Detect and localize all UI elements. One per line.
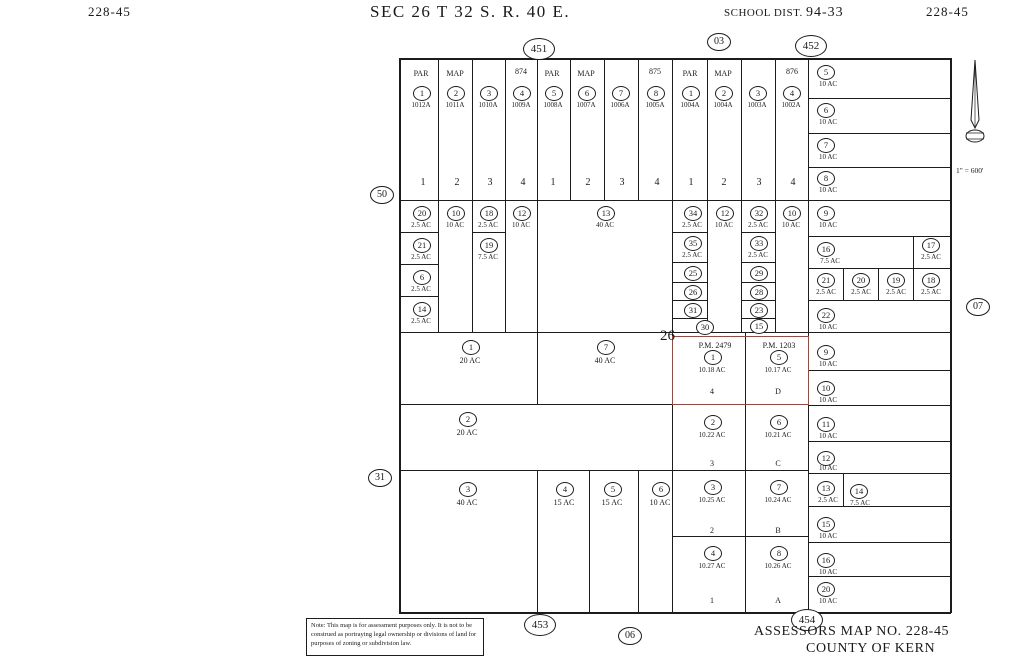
parcel-area: 2.5 AC	[921, 288, 941, 296]
parcel-number[interactable]: 18	[480, 206, 498, 221]
parcel-area: 7.5 AC	[820, 257, 840, 265]
parcel-area: 10 AC	[818, 464, 838, 472]
parcel-area: 7.5 AC	[478, 253, 498, 261]
col-line	[537, 200, 538, 332]
row-line	[808, 542, 950, 543]
parcel-sub: 1004A	[713, 101, 733, 109]
col-header: 876	[786, 67, 798, 76]
row-line	[399, 232, 438, 233]
section-number: 26	[660, 328, 675, 344]
row-line	[808, 370, 950, 371]
row-line	[672, 318, 707, 319]
lot-number: 2	[585, 177, 591, 188]
parcel-area: 2.5 AC	[411, 253, 431, 261]
sheet-453[interactable]: 453	[524, 614, 556, 636]
col-line	[638, 58, 639, 200]
col-line	[913, 268, 914, 300]
sheet-50[interactable]: 50	[370, 186, 394, 204]
lot-number: 1	[550, 177, 556, 188]
parcel-area: 10 AC	[649, 498, 671, 507]
parcel-area: 2.5 AC	[411, 317, 431, 325]
parcel-number[interactable]: 6	[652, 482, 670, 497]
parcel-number[interactable]: 13	[597, 206, 615, 221]
parcel-area: 2.5 AC	[478, 221, 498, 229]
parcel-number[interactable]: 10	[817, 381, 835, 396]
parcel-corner: 2	[710, 526, 714, 535]
lot-number: 1	[420, 177, 426, 188]
parcel-area: 10.18 AC	[698, 366, 726, 374]
parcel-number[interactable]: 6	[413, 270, 431, 285]
col-line	[537, 470, 538, 612]
col-line	[775, 58, 776, 200]
row-line	[808, 576, 950, 577]
parcel-area: 2.5 AC	[886, 288, 906, 296]
lot-number: 4	[654, 177, 660, 188]
col-header: PAR	[413, 69, 429, 78]
row-line	[808, 506, 950, 507]
header-left-code: 228-45	[88, 4, 131, 19]
row-line	[672, 232, 707, 233]
parcel-area: 2.5 AC	[851, 288, 871, 296]
parcel-number[interactable]: 16	[817, 553, 835, 568]
parcel-area: 20 AC	[459, 356, 481, 365]
parcel-number[interactable]: 8	[647, 86, 665, 101]
parcel-number[interactable]: 6	[578, 86, 596, 101]
row-line	[399, 404, 672, 405]
sheet-31[interactable]: 31	[368, 469, 392, 487]
col-header: 875	[649, 67, 661, 76]
parcel-area: 10 AC	[445, 221, 465, 229]
row-line	[808, 268, 950, 269]
col-header: MAP	[714, 69, 732, 78]
page-title: SEC 26 T 32 S. R. 40 E.	[370, 2, 571, 21]
row-line	[741, 300, 775, 301]
parcel-area: 10 AC	[818, 186, 838, 194]
parcel-number[interactable]: 13	[817, 481, 835, 496]
parcel-area: 40 AC	[456, 498, 478, 507]
parcel-sub: 1009A	[511, 101, 531, 109]
parcel-area: 10.17 AC	[764, 366, 792, 374]
parcel-number[interactable]: 7	[770, 480, 788, 495]
parcel-number[interactable]: 5	[604, 482, 622, 497]
parcel-number[interactable]: 22	[817, 308, 835, 323]
col-header: 874	[515, 67, 527, 76]
col-line	[843, 268, 844, 300]
parcel-area: 10 AC	[818, 80, 838, 88]
row-line	[808, 167, 950, 168]
lot-number: 1	[688, 177, 694, 188]
map-note: Note: This map is for assessment purposes only. It is not to be construed as portraying legal ownership or divisions of land for purposes of zoning or subdivision law.	[306, 618, 484, 656]
parcel-sub: 1006A	[610, 101, 630, 109]
parcel-area: 10 AC	[818, 153, 838, 161]
parcel-number[interactable]: 20	[817, 582, 835, 597]
parcel-number[interactable]: 4	[513, 86, 531, 101]
border-right	[950, 58, 952, 613]
parcel-number[interactable]: 3	[459, 482, 477, 497]
parcel-corner: 1	[710, 596, 714, 605]
parcel-number[interactable]: 15	[750, 319, 768, 334]
lot-number: 4	[520, 177, 526, 188]
row-line	[808, 405, 950, 406]
row-line	[808, 200, 950, 201]
parcel-sub: 1010A	[478, 101, 498, 109]
parcel-number[interactable]: 29	[750, 266, 768, 281]
col-line	[438, 58, 439, 200]
pm-highlight-bottom	[672, 404, 809, 405]
parcel-number[interactable]: 20	[413, 206, 431, 221]
parcel-number[interactable]: 7	[817, 138, 835, 153]
parcel-area: 10.25 AC	[698, 496, 726, 504]
parcel-area: 2.5 AC	[816, 288, 836, 296]
parcel-area: 2.5 AC	[748, 251, 768, 259]
parcel-map-label: P.M. 2479	[698, 341, 732, 350]
row-line	[808, 441, 950, 442]
parcel-number[interactable]: 19	[480, 238, 498, 253]
parcel-area: 10.22 AC	[698, 431, 726, 439]
parcel-number[interactable]: 7	[612, 86, 630, 101]
pm-highlight-top	[672, 336, 809, 337]
row-line	[399, 296, 438, 297]
parcel-area: 10.24 AC	[764, 496, 792, 504]
parcel-area: 2.5 AC	[818, 496, 838, 504]
col-line	[505, 200, 506, 332]
row-line	[472, 232, 505, 233]
parcel-number[interactable]: 12	[513, 206, 531, 221]
col-line	[741, 58, 742, 200]
north-arrow-icon	[958, 58, 992, 158]
border-left	[399, 58, 401, 613]
parcel-number[interactable]: 3	[480, 86, 498, 101]
parcel-sub: 1008A	[543, 101, 563, 109]
parcel-number[interactable]: 1	[682, 86, 700, 101]
col-line	[472, 58, 473, 200]
parcel-area: 10 AC	[714, 221, 734, 229]
parcel-area: 10 AC	[818, 597, 838, 605]
parcel-map-label: P.M. 1203	[762, 341, 796, 350]
parcel-sub: 1012A	[411, 101, 431, 109]
header-right-code: 228-45	[926, 4, 969, 19]
row-line	[808, 133, 950, 134]
row-line	[672, 300, 707, 301]
parcel-number[interactable]: 12	[716, 206, 734, 221]
parcel-area: 10 AC	[818, 118, 838, 126]
col-line	[638, 470, 639, 612]
parcel-sub: 1005A	[645, 101, 665, 109]
col-line	[438, 200, 439, 332]
col-line-right	[808, 58, 809, 612]
parcel-sub: 1004A	[680, 101, 700, 109]
parcel-area: 10.21 AC	[764, 431, 792, 439]
lot-number: 2	[721, 177, 727, 188]
sheet-454[interactable]: 454	[791, 609, 823, 631]
parcel-number[interactable]: 17	[922, 238, 940, 253]
col-line	[707, 200, 708, 332]
parcel-number[interactable]: 35	[684, 236, 702, 251]
pm-highlight-left	[672, 336, 673, 405]
parcel-area: 10 AC	[818, 568, 838, 576]
parcel-number[interactable]: 21	[817, 273, 835, 288]
row-line	[741, 282, 775, 283]
col-line	[537, 58, 538, 200]
map-scale: 1" = 600'	[956, 166, 984, 175]
col-header: MAP	[446, 69, 464, 78]
lot-number: 2	[454, 177, 460, 188]
col-line	[913, 236, 914, 268]
parcel-number[interactable]: 2	[704, 415, 722, 430]
parcel-number[interactable]: 3	[749, 86, 767, 101]
col-line	[878, 268, 879, 300]
sheet-06[interactable]: 06	[618, 627, 642, 645]
parcel-number[interactable]: 14	[850, 484, 868, 499]
row-line	[672, 262, 707, 263]
parcel-number[interactable]: 3	[704, 480, 722, 495]
row-line	[741, 262, 775, 263]
col-header: PAR	[682, 69, 698, 78]
row-line	[808, 98, 950, 99]
parcel-corner: C	[775, 459, 781, 468]
parcel-corner: A	[775, 596, 781, 605]
parcel-number[interactable]: 5	[770, 350, 788, 365]
county-title: COUNTY OF KERN	[806, 641, 936, 656]
parcel-area: 2.5 AC	[921, 253, 941, 261]
school-district-label: SCHOOL DIST.	[724, 7, 803, 19]
col-line	[745, 332, 746, 612]
parcel-number[interactable]: 2	[715, 86, 733, 101]
parcel-area: 7.5 AC	[850, 499, 870, 507]
parcel-number[interactable]: 10	[783, 206, 801, 221]
row-line	[672, 536, 808, 537]
parcel-number[interactable]: 2	[459, 412, 477, 427]
parcel-number[interactable]: 8	[817, 171, 835, 186]
parcel-number[interactable]: 4	[556, 482, 574, 497]
parcel-area: 15 AC	[553, 498, 575, 507]
parcel-number[interactable]: 30	[696, 320, 714, 335]
row-line	[672, 470, 808, 471]
sheet-07[interactable]: 07	[966, 298, 990, 316]
col-line	[775, 200, 776, 332]
parcel-area: 10 AC	[818, 323, 838, 331]
border-bottom	[399, 612, 951, 614]
parcel-number[interactable]: 31	[684, 303, 702, 318]
school-district-value: 94-33	[805, 5, 844, 20]
parcel-number[interactable]: 12	[817, 451, 835, 466]
col-line	[537, 332, 538, 404]
lot-number: 3	[756, 177, 762, 188]
parcel-number[interactable]: 34	[684, 206, 702, 221]
parcel-number[interactable]: 2	[447, 86, 465, 101]
parcel-area: 2.5 AC	[748, 221, 768, 229]
col-header: MAP	[577, 69, 595, 78]
col-line	[570, 58, 571, 200]
parcel-number[interactable]: 9	[817, 206, 835, 221]
col-line	[843, 473, 844, 506]
parcel-number[interactable]: 23	[750, 303, 768, 318]
parcel-sub: 1003A	[747, 101, 767, 109]
parcel-number[interactable]: 9	[817, 345, 835, 360]
row-line	[399, 264, 438, 265]
col-header: PAR	[544, 69, 560, 78]
school-district	[724, 5, 844, 21]
parcel-number[interactable]: 6	[817, 103, 835, 118]
parcel-number[interactable]: 20	[852, 273, 870, 288]
parcel-number[interactable]: 32	[750, 206, 768, 221]
parcel-number[interactable]: 25	[684, 266, 702, 281]
sheet-03[interactable]: 03	[707, 33, 731, 51]
parcel-number[interactable]: 4	[783, 86, 801, 101]
pm-highlight-right	[808, 336, 809, 405]
parcel-area: 10 AC	[818, 221, 838, 229]
parcel-area: 10 AC	[511, 221, 531, 229]
parcel-number[interactable]: 1	[704, 350, 722, 365]
parcel-number[interactable]: 6	[770, 415, 788, 430]
parcel-number[interactable]: 10	[447, 206, 465, 221]
parcel-number[interactable]: 11	[817, 417, 835, 432]
col-line	[604, 58, 605, 200]
parcel-area: 40 AC	[595, 221, 615, 229]
parcel-sub: 1007A	[576, 101, 596, 109]
parcel-number[interactable]: 26	[684, 285, 702, 300]
col-line	[505, 58, 506, 200]
row-line	[399, 470, 672, 471]
parcel-area: 2.5 AC	[682, 251, 702, 259]
parcel-number[interactable]: 33	[750, 236, 768, 251]
parcel-number[interactable]: 16	[817, 242, 835, 257]
parcel-area: 2.5 AC	[411, 285, 431, 293]
parcel-area: 10 AC	[818, 432, 838, 440]
row-line	[808, 300, 950, 301]
parcel-number[interactable]: 1	[413, 86, 431, 101]
parcel-number[interactable]: 19	[887, 273, 905, 288]
parcel-corner: B	[775, 526, 781, 535]
parcel-corner: D	[775, 387, 781, 396]
parcel-number[interactable]: 7	[597, 340, 615, 355]
parcel-number[interactable]: 15	[817, 517, 835, 532]
parcel-number[interactable]: 4	[704, 546, 722, 561]
parcel-number[interactable]: 14	[413, 302, 431, 317]
assessors-map-title: ASSESSORS MAP NO. 228-45	[754, 624, 950, 639]
parcel-area: 10.26 AC	[764, 562, 792, 570]
col-line	[589, 470, 590, 612]
parcel-number[interactable]: 5	[545, 86, 563, 101]
parcel-number[interactable]: 1	[462, 340, 480, 355]
parcel-number[interactable]: 5	[817, 65, 835, 80]
parcel-area: 2.5 AC	[411, 221, 431, 229]
parcel-number[interactable]: 18	[922, 273, 940, 288]
parcel-area: 10 AC	[818, 532, 838, 540]
parcel-sub: 1002A	[781, 101, 801, 109]
parcel-area: 10.27 AC	[698, 562, 726, 570]
border-top	[399, 58, 951, 60]
row-line	[672, 282, 707, 283]
parcel-number[interactable]: 8	[770, 546, 788, 561]
row-line	[808, 236, 950, 237]
lot-number: 3	[619, 177, 625, 188]
parcel-area: 20 AC	[456, 428, 478, 437]
col-line	[472, 200, 473, 332]
parcel-area: 2.5 AC	[682, 221, 702, 229]
sheet-451[interactable]: 451	[523, 38, 555, 60]
parcel-number[interactable]: 21	[413, 238, 431, 253]
parcel-area: 10 AC	[818, 360, 838, 368]
parcel-area: 40 AC	[594, 356, 616, 365]
parcel-sub: 1011A	[445, 101, 465, 109]
parcel-corner: 4	[710, 387, 714, 396]
col-line	[707, 58, 708, 200]
col-line	[741, 200, 742, 332]
row-line	[741, 232, 775, 233]
parcel-number[interactable]: 28	[750, 285, 768, 300]
lot-number: 3	[487, 177, 493, 188]
parcel-corner: 3	[710, 459, 714, 468]
lot-number: 4	[790, 177, 796, 188]
parcel-area: 15 AC	[601, 498, 623, 507]
sheet-452[interactable]: 452	[795, 35, 827, 57]
parcel-area: 10 AC	[781, 221, 801, 229]
row-line	[808, 473, 950, 474]
parcel-area: 10 AC	[818, 396, 838, 404]
